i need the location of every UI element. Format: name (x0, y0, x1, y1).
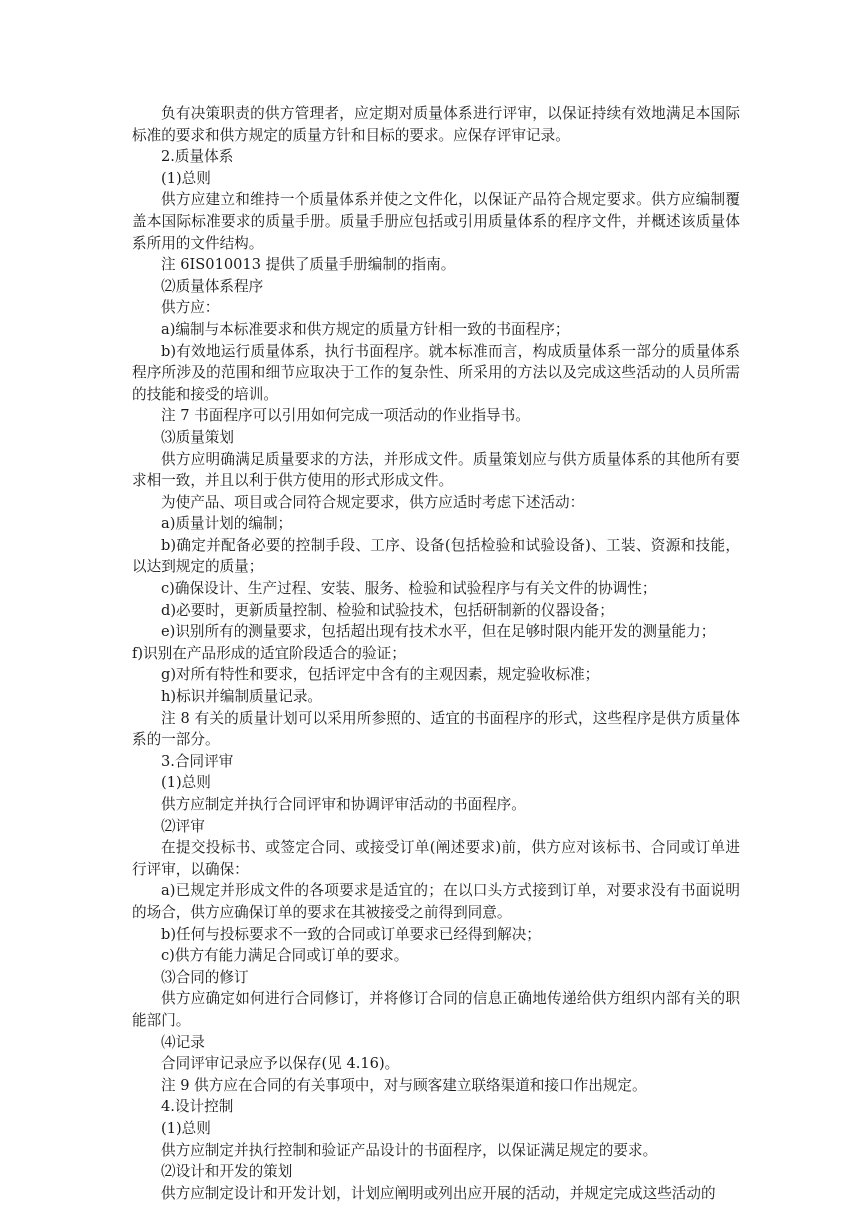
subheading-general: (1)总则 (161, 774, 211, 792)
note-7: 注 7 书面程序可以引用如何完成一项活动的作业指导书。 (161, 407, 530, 425)
paragraph-supplier-shall: 供方应： (161, 299, 220, 317)
heading-quality-system: 2.质量体系 (161, 148, 234, 166)
note-9: 注 9 供方应在合同的有关事项中，对与顾客建立联络渠道和接口作出规定。 (161, 1076, 647, 1094)
subheading-general: (1)总则 (161, 1119, 211, 1137)
subheading-contract-amendment: ⑶合同的修订 (161, 968, 249, 986)
subheading-records: ⑷记录 (161, 1033, 205, 1051)
list-item-a: a)已规定并形成文件的各项要求是适宜的；在以口头方式接到订单，对要求没有书面说明的场合，供方应确保订单的要求在其被接受之前得到同意。 (132, 882, 740, 921)
note-8: 注 8 有关的质量计划可以采用所参照的、适宜的书面程序的形式，这些程序是供方质量体系的一部分。 (132, 709, 740, 749)
document-page (132, 103, 740, 1204)
paragraph-design-procedures: 供方应制定并执行控制和验证产品设计的书面程序，以保证满足规定的要求。 (161, 1141, 658, 1159)
list-item-c: c)确保设计、生产过程、安装、服务、检验和试验程序与有关文件的协调性； (161, 580, 657, 598)
paragraph-tender-review: 在提交投标书、或签定合同、或接受订单(阐述要求)前，供方应对该标书、合同或订单进行评审，以确保： (132, 839, 740, 878)
list-item-a: a)质量计划的编制； (161, 515, 293, 533)
subheading-quality-planning: ⑶质量策划 (161, 428, 234, 446)
paragraph-quality-planning: 供方应明确满足质量要求的方法，并形成文件。质量策划应与供方质量体系的其他所有要求相一致，并且以利于供方使用的形式形成文件。 (132, 450, 740, 490)
list-item-b: b)确定并配备必要的控制手段、工序、设备(包括检验和试验设备)、工装、资源和技能，以达到规定的质量； (132, 536, 740, 576)
subheading-design-planning: ⑵设计和开发的策划 (161, 1163, 293, 1181)
subheading-review: ⑵评审 (161, 817, 205, 835)
list-item-g: g)对所有特性和要求，包括评定中含有的主观因素，规定验收标准； (161, 666, 600, 684)
list-item-d: d)必要时，更新质量控制、检验和试验技术，包括研制新的仪器设备； (161, 601, 614, 619)
list-item-f: f)识别在产品形成的适宜阶段适合的验证； (132, 644, 406, 662)
list-item-c: c)供方有能力满足合同或订单的要求。 (161, 947, 409, 965)
list-item-a: a)编制与本标准要求和供方规定的质量方针相一致的书面程序； (161, 320, 570, 338)
heading-contract-review: 3.合同评审 (161, 752, 234, 770)
paragraph-quality-manual: 供方应建立和维持一个质量体系并使之文件化，以保证产品符合规定要求。供方应编制覆盖本国际标准要求的质量手册。质量手册应包括或引用质量体系的程序文件，并概述该质量体系所用的文件结构。 (132, 191, 740, 252)
subheading-general: (1)总则 (161, 169, 211, 187)
heading-design-control: 4.设计控制 (161, 1098, 234, 1116)
note-6: 注 6IS010013 提供了质量手册编制的指南。 (161, 256, 456, 274)
paragraph-records: 合同评审记录应予以保存(见 4.16)。 (161, 1055, 400, 1073)
paragraph-design-planning: 供方应制定设计和开发计划，计划应阐明或列出应开展的活动，并规定完成这些活动的 (161, 1184, 716, 1202)
subheading-quality-procedures: ⑵质量体系程序 (161, 277, 264, 295)
paragraph-contract-procedures: 供方应制定并执行合同评审和协调评审活动的书面程序。 (161, 796, 526, 813)
paragraph-review-records: 负有决策职责的供方管理者，应定期对质量体系进行评审，以保证持续有效地满足本国际标准的要求和供方规定的质量方针和目标的要求。应保存评审记录。 (132, 105, 740, 144)
paragraph-activities-intro: 为使产品、项目或合同符合规定要求，供方应适时考虑下述活动： (161, 493, 585, 511)
paragraph-contract-amendment: 供方应确定如何进行合同修订，并将修订合同的信息正确地传递给供方组织内部有关的职能部门。 (132, 990, 740, 1029)
list-item-b: b)有效地运行质量体系，执行书面程序。就本标准而言，构成质量体系一部分的质量体系程序所涉及的范围和细节应取决于工作的复杂性、所采用的方法以及完成这些活动的人员所需的技能和接受的培训。 (132, 342, 740, 403)
list-item-h: h)标识并编制质量记录。 (161, 688, 323, 706)
list-item-e: e)识别所有的测量要求，包括超出现有技术水平，但在足够时限内能开发的测量能力； (161, 623, 716, 641)
list-item-b: b)任何与投标要求不一致的合同或订单要求已经得到解决； (161, 925, 541, 943)
